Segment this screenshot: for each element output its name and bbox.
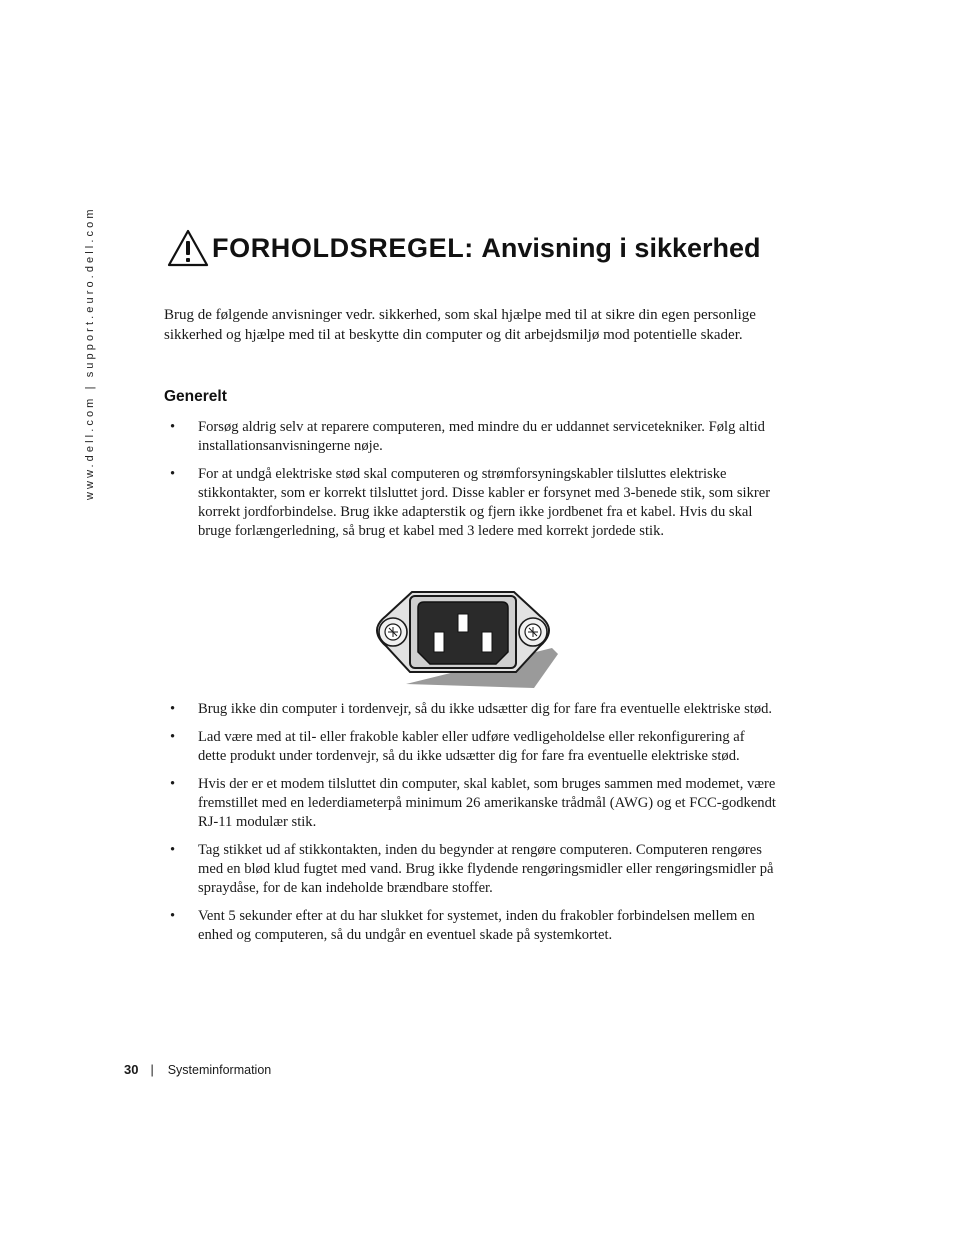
footer-separator: | (150, 1063, 154, 1077)
bullet-list-top (170, 418, 776, 550)
sidebar-url: www.dell.com | support.euro.dell.com (84, 206, 96, 500)
title-text: Anvisning i sikkerhed (481, 232, 761, 263)
warning-triangle-icon (166, 228, 210, 268)
list-item: • Forsøg aldrig selv at reparere computeren, med mindre du er uddannet servicetekniker. Følg altid installationsanvisningerne nøje. (170, 418, 776, 456)
list-item: • For at undgå elektriske stød skal computeren og strømforsyningskabler tilsluttes elektriske stikkontakter, som er korrekt tilsluttet jord. Disse kabler er forsynet med 3-benede stik, som sikrer korrekt jordforbindelse. Brug ikke adapterstik og fjern ikke jordbenet fra et kabel. Hvis du skal bruge forlængerledning, så brug et kabel med 3 ledere med korrekt jordede stik. (170, 465, 776, 541)
list-item: • Lad være med at til- eller frakoble kabler eller udføre vedligeholdelse eller rekonfigurering af dette produkt under tordenvejr, så du ikke udsætter dig for fare fra eventuelle elektriske stød. (170, 728, 776, 766)
list-item: • Brug ikke din computer i tordenvejr, så du ikke udsætter dig for fare fra eventuelle elektriske stød. (170, 700, 776, 719)
page-number: 30 (124, 1062, 139, 1077)
page-footer (124, 1062, 271, 1077)
intro-paragraph: Brug de følgende anvisninger vedr. sikkerhed, som skal hjælpe med til at sikre din egen personlige sikkerhed og hjælpe med til at beskytte din computer og dit arbejdsmiljø mod potentielle skader. (164, 307, 756, 343)
footer-section: Systeminformation (167, 1063, 272, 1077)
power-connector-illustration (366, 588, 560, 692)
list-item: • Vent 5 sekunder efter at du har slukket for systemet, inden du frakobler forbindelsen mellem en enhed og computeren, så du undgår en eventuel skade på systemkortet. (170, 907, 776, 945)
section-heading: Generelt (164, 388, 227, 405)
list-item: • Tag stikket ud af stikkontakten, inden du begynder at rengøre computeren. Computeren rengøres med en blød klud fugtet med vand. Brug ikke flydende rengøringsmidler eller rengøringsmidler på spraydåse, for de kan indeholde brændbare stoffer. (170, 841, 776, 898)
list-item: • Hvis der er et modem tilsluttet din computer, skal kablet, som bruges sammen med modemet, være fremstillet med en lederdiameterpå minimum 26 amerikanske trådmål (AWG) og et FCC-godkendt RJ-11 modulær stik. (170, 775, 776, 832)
page-title (166, 228, 761, 268)
bullet-list-bottom (170, 700, 776, 954)
caution-label: FORHOLDSREGEL: (212, 232, 474, 263)
